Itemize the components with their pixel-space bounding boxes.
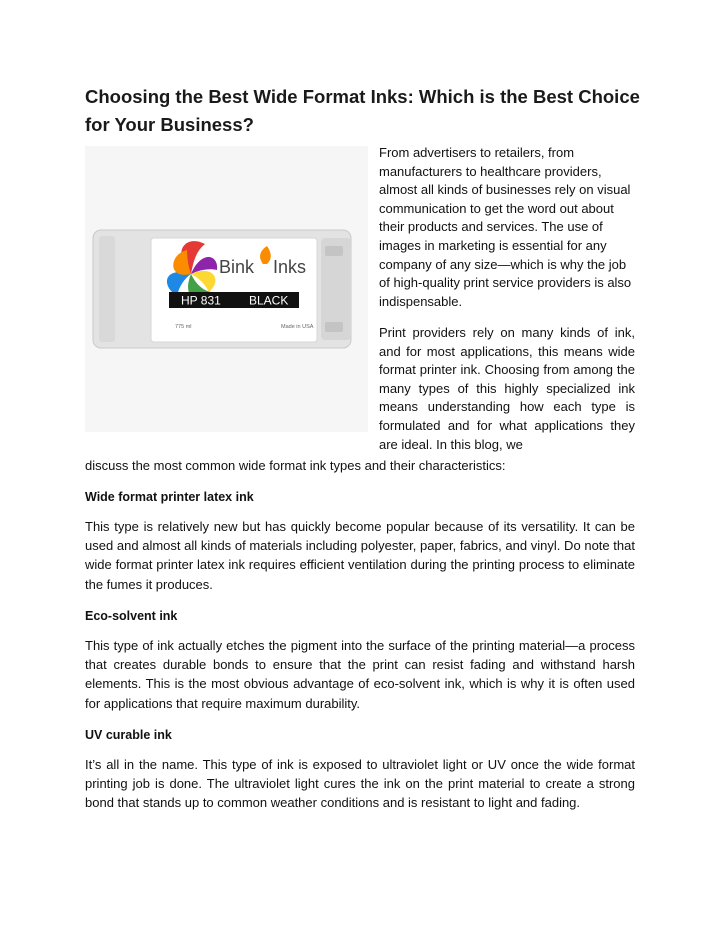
brand-text: Bink: [219, 257, 255, 277]
section-body-latex: This type is relatively new but has quickly become popular because of its versatility. It can be used and almost all kinds of materials including polyester, paper, fabrics, and vinyl. Do note that wide format printer latex ink requires efficient ventilation during the printing process to eliminate the fumes it produces.: [85, 519, 635, 592]
section-heading-uv: UV curable ink: [85, 728, 172, 742]
section-body-uv: It’s all in the name. This type of ink is exposed to ultraviolet light or UV once the wide format printing job is done. The ultraviolet light cures the ink on the print material to create a strong bond that stands up to common weather conditions and is resistant to light and fading.: [85, 757, 635, 811]
ink-cartridge-image: [85, 146, 368, 432]
brand-text-2: Inks: [273, 257, 307, 277]
volume-text: 775 ml: [175, 324, 192, 330]
made-in-text: Made in USA: [281, 324, 314, 330]
article-title: Choosing the Best Wide Format Inks: Which is the Best Choice for Your Business?: [85, 86, 640, 135]
section-heading-eco-solvent: Eco-solvent ink: [85, 609, 178, 623]
color-text: BLACK: [249, 293, 289, 308]
section-heading-latex: Wide format printer latex ink: [85, 490, 254, 504]
intro-paragraph-2-continued: discuss the most common wide format ink types and their characteristics:: [85, 458, 506, 473]
intro-paragraph-2: Print providers rely on many kinds of ink, and for most applications, this means wide format printer ink. Choosing from among the many types of this highly specialized ink means understanding how each type is formulated and for what applications they are ideal. In this blog, we: [379, 325, 635, 452]
model-text: HP 831: [181, 293, 221, 308]
section-body-eco-solvent: This type of ink actually etches the pigment into the surface of the printing material—a process that creates durable bonds to ensure that the print can resist fading and withstand harsh elements. This is the most obvious advantage of eco-solvent ink, which is why it is often used for applications that require maximum durability.: [85, 638, 635, 711]
intro-paragraph-1: From advertisers to retailers, from manufacturers to healthcare providers, almost all kinds of businesses rely on visual communication to get the word out about their products and services. The use of images in marketing is essential for any company of any size—which is why the job of high-quality print service providers is also indispensable.: [379, 145, 632, 309]
